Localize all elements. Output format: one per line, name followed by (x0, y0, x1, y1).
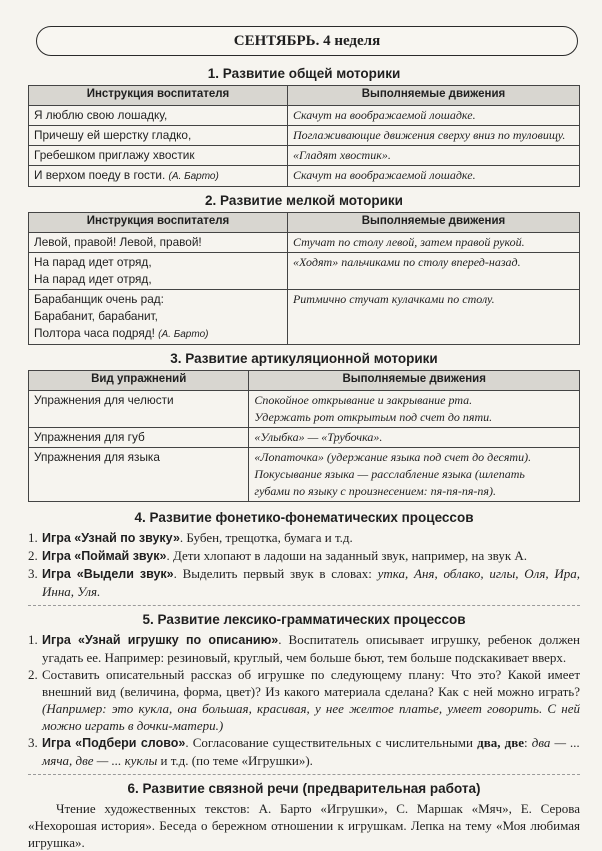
section-speech (28, 781, 580, 851)
item-text: . Выделить первый звук в словах: (173, 566, 378, 581)
game-name: Игра «Узнай по звуку» (42, 531, 180, 545)
item-number: 3. (28, 735, 38, 750)
author-note: (А. Барто) (168, 171, 219, 182)
exercise-cell: Упражнения для губ (29, 428, 249, 448)
item-text: . Бубен, трещотка, бумага и т.д. (179, 530, 353, 545)
list-item (28, 529, 580, 547)
movement-cell (249, 391, 580, 428)
instruction-cell (29, 253, 288, 290)
numeral-words: два, две (477, 735, 524, 750)
table-row (29, 391, 580, 428)
table-general-motor (28, 85, 580, 187)
table-row (29, 166, 580, 187)
section-fine-motor (28, 193, 580, 345)
game-name: Игра «Поймай звук» (42, 549, 167, 563)
section-articulation (28, 351, 580, 502)
section-heading: 3. Развитие артикуляционной моторики (170, 351, 438, 366)
list-item (28, 547, 580, 565)
instruction-cell (29, 166, 288, 187)
column-header: Выполняемые движения (287, 86, 579, 106)
movement-cell: Поглаживающие движения сверху вниз по туловищу. (287, 126, 579, 146)
word-list: утка, Аня, облако, иглы, Оля, Ира, Инна, Уля. (42, 566, 580, 599)
instruction-line: На парад идет отряд, (34, 272, 152, 286)
table-row (29, 233, 580, 253)
movement-line: «Лопаточка» (удержание языка под счет до десяти). (254, 450, 532, 464)
list-item (28, 631, 580, 666)
item-text: . Воспитатель описывает игрушку, ребенок должен угадать ее. Например: резиновый, круглый, чем больше бьют, тем больше подскакивает вверх. (42, 632, 581, 665)
list-item (28, 565, 580, 600)
divider (28, 774, 580, 775)
item-text: : (523, 735, 532, 750)
instruction-line: Барабанщик очень рад: (34, 292, 164, 306)
movement-cell: «Гладят хвостик». (287, 146, 579, 166)
page-title: СЕНТЯБРЬ. 4 неделя (36, 26, 578, 56)
movement-cell: Стучат по столу левой, затем правой рукой. (287, 233, 579, 253)
list-item (28, 734, 580, 769)
game-name: Игра «Подбери слово» (42, 736, 186, 750)
column-header: Выполняемые движения (287, 213, 579, 233)
table-fine-motor (28, 212, 580, 345)
example-text: (Например: это кукла, она большая, красивая, у нее желтое платье, умеет говорить. С ней можно играть в дочки-матери.) (42, 701, 580, 733)
table-row (29, 106, 580, 126)
game-name: Игра «Узнай игрушку по описанию» (42, 633, 279, 647)
section-phonetic (28, 510, 580, 606)
movement-line: губами по языку с произнесением: пя-пя-пя-пя). (254, 484, 496, 498)
section-general-motor (28, 66, 580, 187)
divider (28, 605, 580, 606)
list-item (28, 666, 580, 734)
item-text: . Дети хлопают в ладоши на заданный звук, например, на звук А. (166, 548, 528, 563)
instruction-line (34, 325, 282, 343)
exercise-cell: Упражнения для челюсти (29, 391, 249, 428)
item-number: 3. (28, 566, 38, 581)
movement-cell: Скачут на воображаемой лошадке. (287, 106, 579, 126)
movement-line: Удержать рот открытым под счет до пяти. (254, 410, 493, 424)
item-number: 1. (28, 632, 38, 647)
paragraph: Чтение художественных текстов: А. Барто «Игрушки», С. Маршак «Мяч», Е. Серова «Нехорошая история». Беседа о бережном отношении к игрушкам. Лепка на тему «Моя любимая игрушка». (28, 801, 580, 850)
table-row (29, 448, 580, 502)
table-row (29, 290, 580, 345)
instruction-line: Барабанит, барабанит, (34, 309, 158, 323)
item-text: . Согласование существительных с числительными (185, 735, 478, 750)
movement-cell: Скачут на воображаемой лошадке. (287, 166, 579, 187)
movement-cell: «Ходят» пальчиками по столу вперед-назад. (287, 253, 579, 290)
table-row (29, 428, 580, 448)
section-heading: 2. Развитие мелкой моторики (205, 193, 403, 208)
movement-line: Покусывание языка — расслабление языка (шлепать (254, 467, 525, 481)
section-heading: 1. Развитие общей моторики (207, 66, 401, 81)
instruction-cell: Причешу ей шерстку гладко, (29, 126, 288, 146)
table-articulation (28, 370, 580, 502)
instruction-cell: Я люблю свою лошадку, (29, 106, 288, 126)
instruction-cell: Гребешком приглажу хвостик (29, 146, 288, 166)
instruction-text: И верхом поеду в гости. (34, 168, 166, 182)
section-heading: 5. Развитие лексико-грамматических процессов (142, 612, 466, 627)
item-number: 2. (28, 667, 38, 682)
game-name: Игра «Выдели звук» (42, 567, 174, 581)
section-heading: 4. Развитие фонетико-фонематических процессов (134, 510, 474, 525)
exercise-cell: Упражнения для языка (29, 448, 249, 502)
section-lexical (28, 612, 580, 775)
instruction-line: На парад идет отряд, (34, 255, 152, 269)
movement-cell: «Улыбка» — «Трубочка». (249, 428, 580, 448)
example-text: два — ... мяча, две — ... куклы (42, 735, 580, 768)
item-number: 2. (28, 548, 38, 563)
column-header: Выполняемые движения (249, 371, 580, 391)
column-header: Инструкция воспитателя (29, 213, 288, 233)
table-row (29, 126, 580, 146)
item-text: и т.д. (по теме «Игрушки»). (157, 753, 313, 768)
table-row (29, 253, 580, 290)
movement-line: Спокойное открывание и закрывание рта. (254, 393, 473, 407)
author-note: (А. Барто) (158, 329, 209, 340)
column-header: Инструкция воспитателя (29, 86, 288, 106)
section-heading: 6. Развитие связной речи (предварительная работа) (127, 781, 481, 796)
instruction-cell: Левой, правой! Левой, правой! (29, 233, 288, 253)
movement-cell: Ритмично стучат кулачками по столу. (287, 290, 579, 345)
instruction-text: Полтора часа подряд! (34, 326, 155, 340)
table-row (29, 146, 580, 166)
column-header: Вид упражнений (29, 371, 249, 391)
instruction-cell (29, 290, 288, 345)
movement-cell (249, 448, 580, 502)
item-text: Составить описательный рассказ об игрушке по следующему плану: Что это? Какой имеет внешний вид (величина, форма, цвет)? Из какого материала сделана? Как с ней можно играть? (42, 667, 580, 699)
item-number: 1. (28, 530, 38, 545)
